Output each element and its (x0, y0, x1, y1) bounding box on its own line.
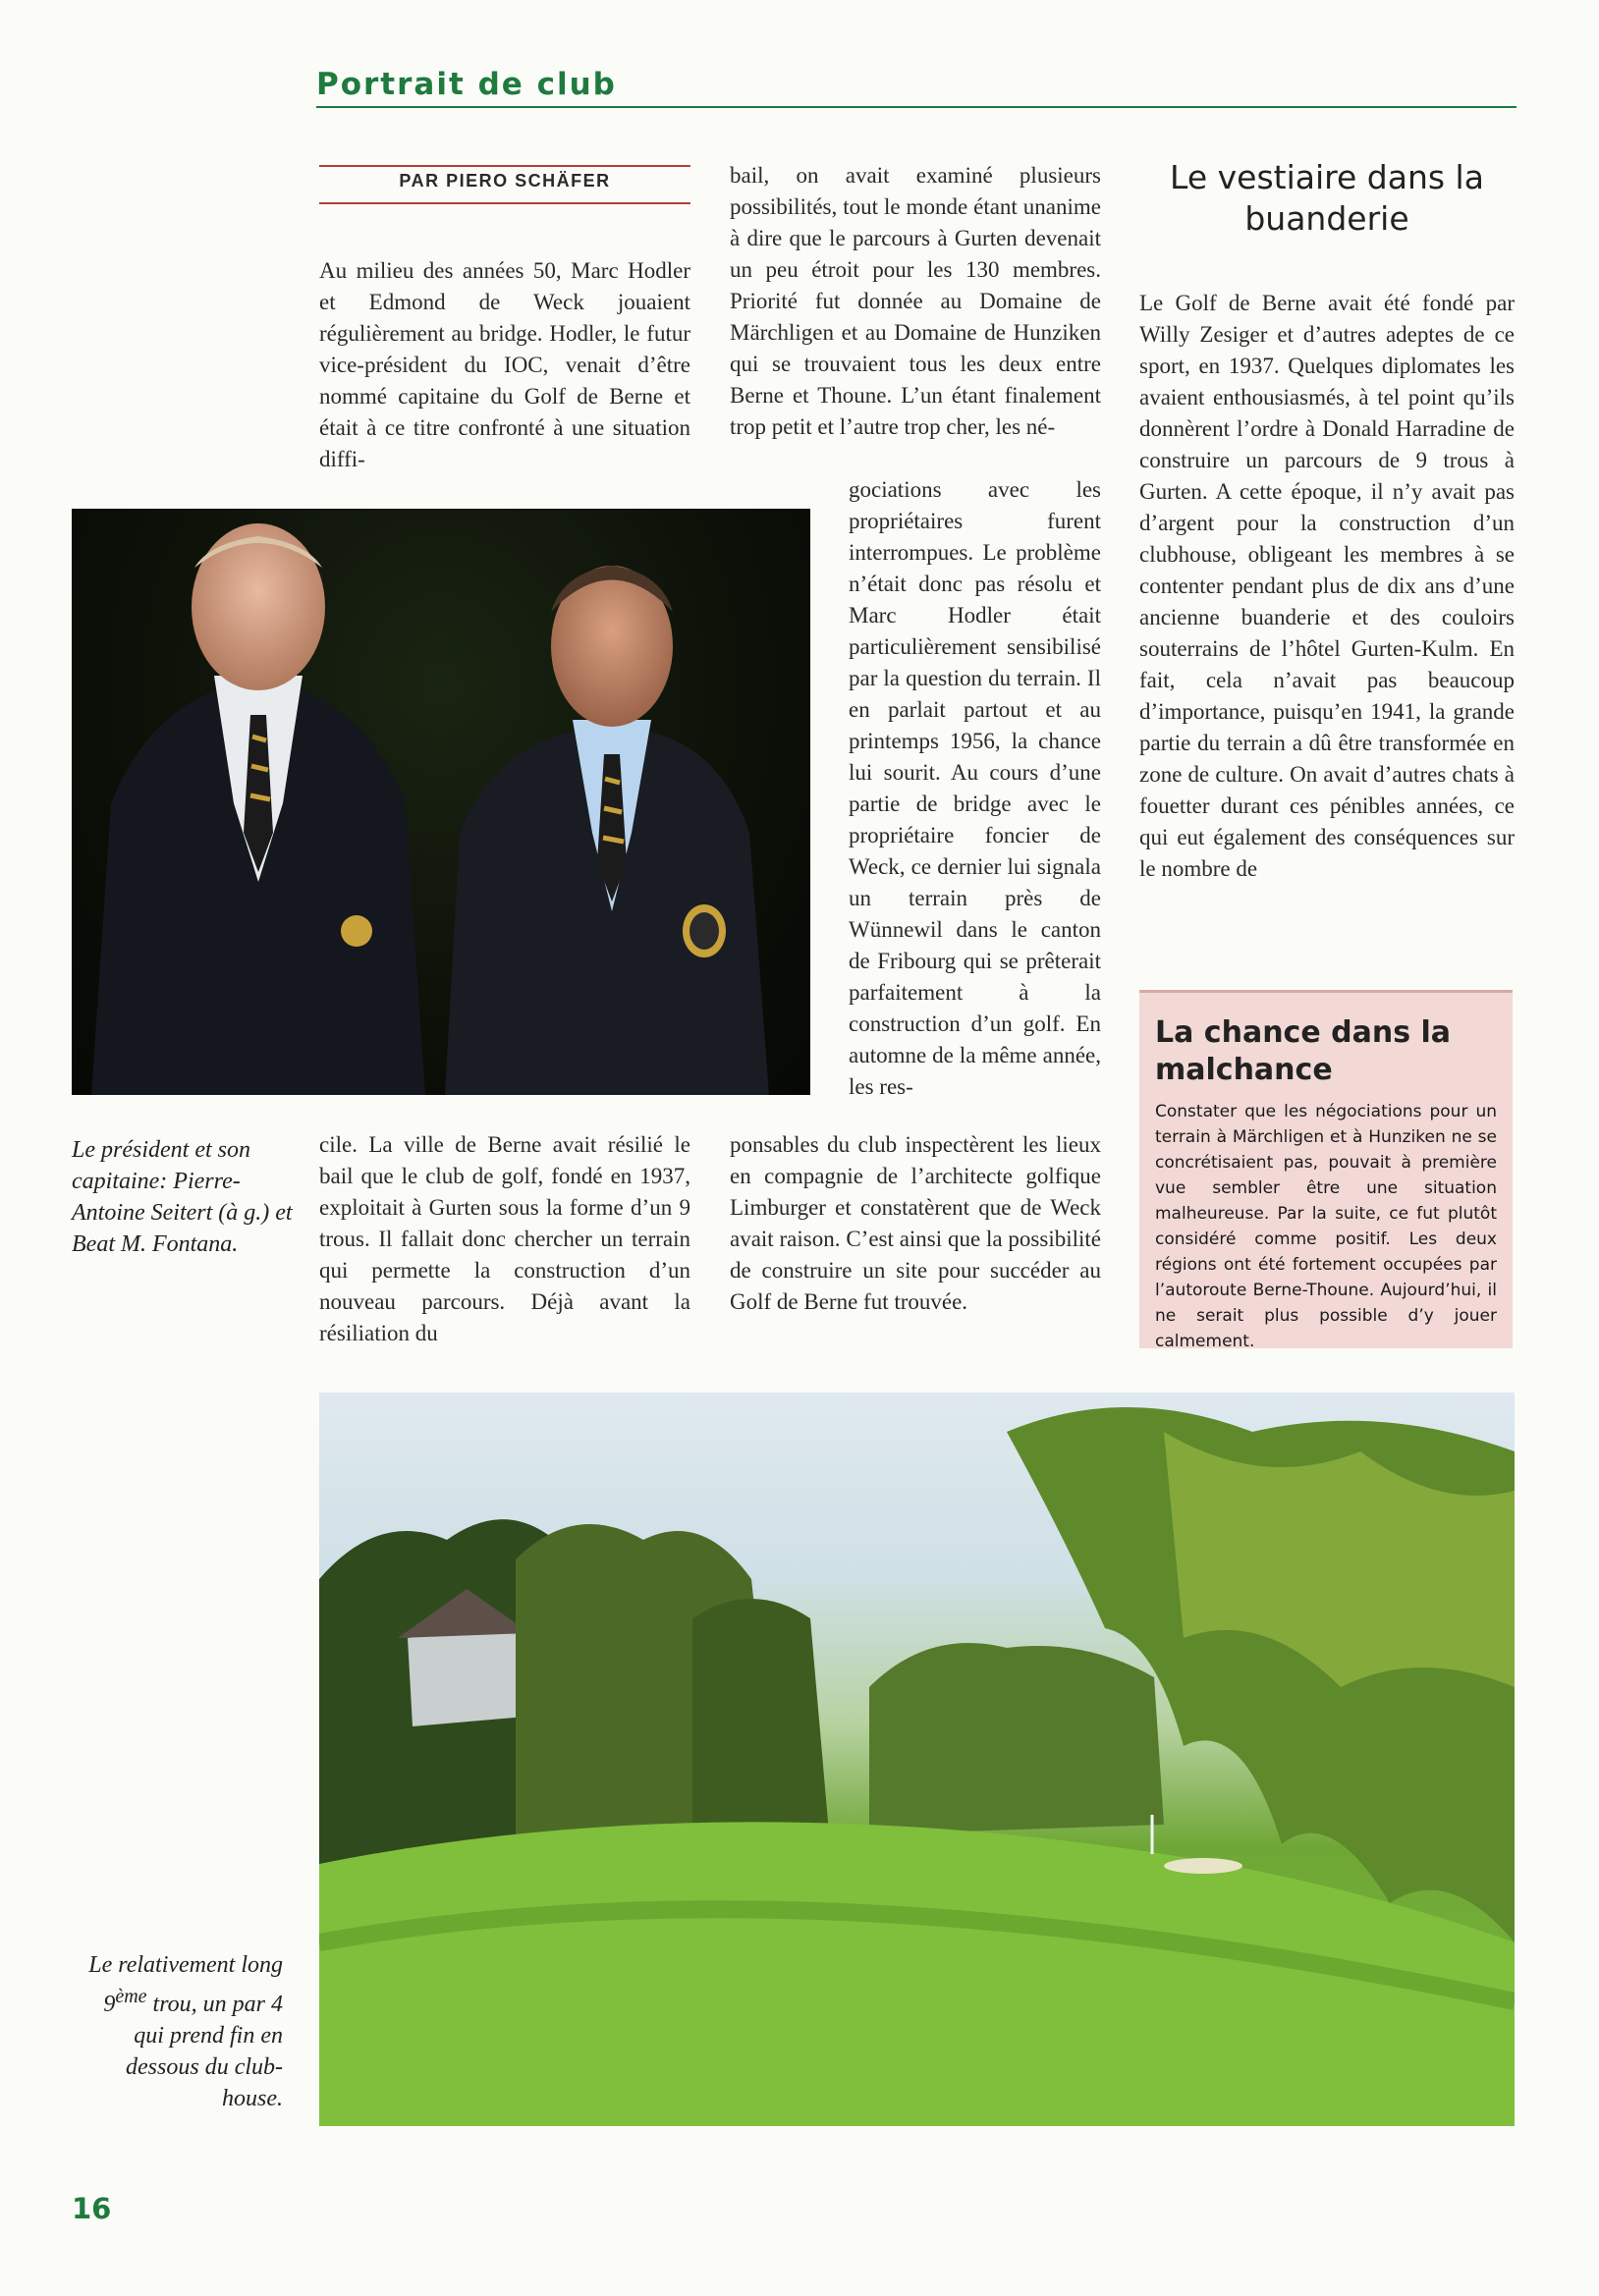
article-paragraph: bail, on avait examiné plusieurs possibilités, tout le monde étant unanime à dire que le parcours à Gurten devenait un peu étroit pour les 130 membres. Priorité fut donnée au Domaine de Märchligen et au Domaine de Hunziken qui se trouvaient tous les deux entre Berne et Thoune. L’un étant finalement trop petit et l’autre trop cher, les né- (730, 163, 1101, 439)
golf-course-illustration (319, 1393, 1515, 2126)
article-paragraph: Au milieu des années 50, Marc Hodler et Edmond de Weck jouaient régulièrement au bridge. Hodler, le futur vice-président du IOC, venait d’être nommé capitaine du Golf de Berne et était à ce titre confronté à une situation diffi- (319, 258, 690, 471)
article-paragraph: Le Golf de Berne avait été fondé par Willy Zesiger et d’autres adeptes de ce sport, en 1937. Quelques diplomates les avaient enthousiasmés, à tel point qu’ils donnèrent l’ordre à Donald Harradine de construire un parcours de 9 trous à Gurten. A cette époque, il n’y avait pas d’argent pour la construction d’un clubhouse, obligeant les membres à se contenter pendant plus de dix ans d’une ancienne buanderie et des couloirs souterrains de l’hôtel Gurten-Kulm. En fait, cela n’avait pas beaucoup d’importance, puisqu’en 1941, la grande partie du terrain a dû être transformée en zone de culture. On avait d’autres chats à fouetter durant ces pénibles années, ce qui eut également des conséquences sur le nombre de (1139, 291, 1515, 881)
article-paragraph: ponsables du club inspectèrent les lieux en compagnie de l’architecte golfique Limburger et constatèrent que de Weck avait raison. C’est ainsi que la possibilité de construire un site pour succéder au Golf de Berne fut trouvée. (730, 1132, 1101, 1314)
article-paragraph: cile. La ville de Berne avait résilié le bail que le club de golf, fondé en 1937, exploitait à Gurten sous la forme d’un 9 trous. Il fallait donc chercher un terrain qui permette la construction d’un nouveau parcours. Déjà avant la résiliation du (319, 1132, 690, 1345)
article-column-1-top (319, 255, 690, 471)
sidebar-title: La chance dans la malchance (1155, 1015, 1452, 1087)
byline-rule-top (319, 165, 690, 167)
caption-superscript: ème (115, 1986, 147, 2007)
photo-president-captain (72, 509, 810, 1095)
article-column-1-bottom (319, 1129, 690, 1349)
byline-rule-bottom (319, 202, 690, 204)
photo-caption-president: Le président et son capitaine: Pierre-Antoine Seitert (à g.) et Beat M. Fontana. (72, 1137, 293, 1257)
side-article-heading: Le vestiaire dans la buanderie (1170, 158, 1484, 238)
header-divider (316, 106, 1516, 108)
photo-golf-course (319, 1393, 1515, 2126)
page-number: 16 (72, 2192, 112, 2225)
caption-text: trou, un par 4 qui prend fin en dessous du club-house. (126, 1992, 283, 2111)
photo-caption-golf (72, 1949, 283, 2114)
caption-text: Le relativement long 9 (88, 1952, 283, 2017)
byline: PAR PIERO SCHÄFER (399, 171, 611, 191)
section-title: Portrait de club (316, 67, 617, 102)
sidebar-box (1139, 990, 1513, 1351)
portrait-illustration (72, 509, 810, 1095)
article-column-2-bottom (730, 1129, 1101, 1318)
article-paragraph: gociations avec les propriétaires furent interrompues. Le problème n’était donc pas résolu et Marc Hodler était particulièrement sensibilisé par la question du terrain. Il en parlait partout et au printemps 1956, la chance lui sourit. Au cours d’une partie de bridge avec le propriétaire foncier de Weck, ce dernier lui signala un terrain près de Wünnewil dans le canton de Fribourg qui se prêterait parfaitement à la construction d’un golf. En automne de la même année, les res- (849, 477, 1101, 1099)
sidebar-body: Constater que les négociations pour un terrain à Märchligen et à Hunziken ne se concrétisaient pas, pouvait à première vue sembler être une situation malheureuse. Par la suite, ce fut plutôt considéré comme positif. Les deux régions ont été fortement occupées par l’autoroute Berne-Thoune. Aujourd’hui, il ne serait plus possible d’y jouer calmement. (1155, 1102, 1497, 1351)
side-article-body (1139, 288, 1515, 944)
article-column-2-top (730, 160, 1101, 443)
article-column-2-middle (849, 474, 1101, 1103)
